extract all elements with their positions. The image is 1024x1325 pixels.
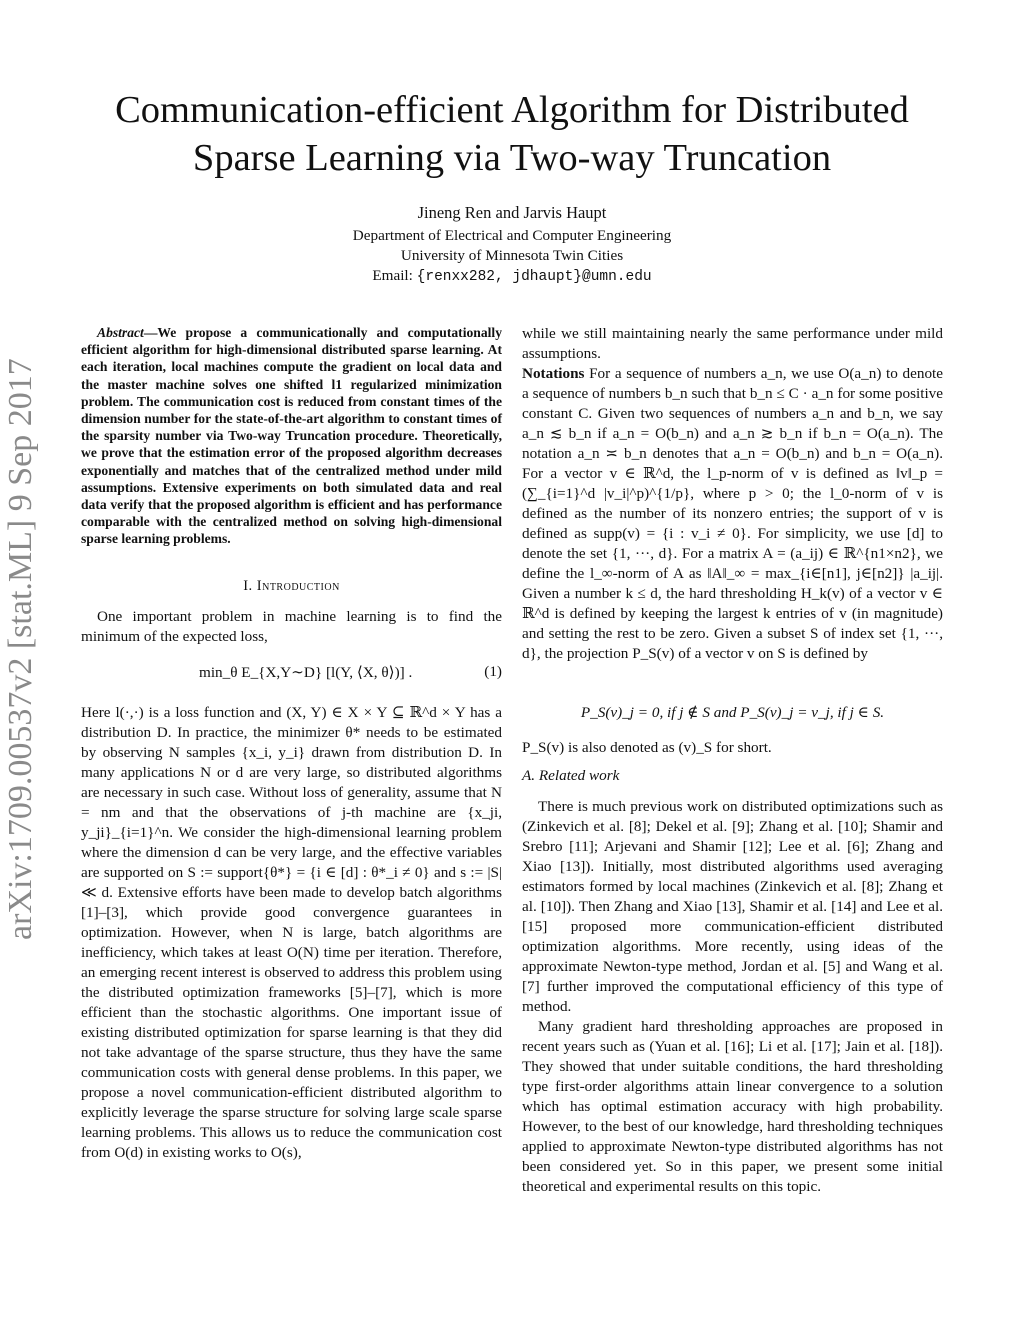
abstract bbox=[81, 324, 502, 548]
authors: Jineng Ren and Jarvis Haupt bbox=[417, 203, 607, 222]
notations-lead: Notations bbox=[522, 365, 585, 382]
intro-p1-text: One important problem in machine learning is to find the minimum of the expected loss, bbox=[81, 608, 502, 645]
affiliation-university: University of Minnesota Twin Cities bbox=[400, 247, 624, 264]
abstract-lead: Abstract bbox=[97, 325, 144, 340]
projection-note: P_S(v) is also denoted as (v)_S for short. bbox=[522, 739, 772, 756]
section-heading-introduction: I. Introduction bbox=[243, 578, 340, 594]
related-paragraph-1: There is much previous work on distributed optimizations such as (Zinkevich et al. [8]; Dekel et al. [9]; Zhang et al. [10]; Shamir and Srebro [11]; Arjevani and Shamir [12]; Lee et al. [6]; Zhang and Xiao [13]). Initially, most distributed algorithms used averaging estimators formed by local machines (Zinkevich et al. [8]; Zhang et al. [10]). Then Zhang and Xiao [13], Shamir et al. [14] and Lee et al. [15] proposed more communication-efficient distributed optimization algorithms. More recently, using ideas of the approximate Newton-type method, Jordan et al. [5] and Wang et al. [7] further improved the computational efficiency of this type of method. bbox=[522, 798, 943, 1015]
subsection-heading-related-work: A. Related work bbox=[522, 767, 620, 784]
affiliation-department: Department of Electrical and Computer Engineering bbox=[352, 227, 672, 244]
notations-paragraph bbox=[522, 364, 943, 664]
intro-continuation: while we still maintaining nearly the same performance under mild assumptions. bbox=[522, 325, 943, 362]
intro-p2-text: Here l(·,·) is a loss function and (X, Y) ∈ X × Y ⊆ ℝ^d × Y has a distribution D. In practice, the minimizer θ* needs to be estimated by observing N samples {x_i, y_i} drawn from distribution D. In many applications N or d are very large, so distributed algorithms are necessary in such case. Without loss of generality, assume that N = nm and that the observations of j-th machine are {x_ji, y_ji}_{i=1}^n. We consider the high-dimensional learning problem where the dimension d can be very large, and the effective variables are supported on S := support{θ*} = {i ∈ [d] : θ*_i ≠ 0} and s := |S| ≪ d. Extensive efforts have been made to develop batch algorithms [1]–[3], which provide good convergence guarantees in optimization. However, when N is large, batch algorithms are inefficiency, which takes at least O(N) time per iteration. Therefore, an emerging recent interest is observed to address this problem using the distributed optimization frameworks [5]–[7], which is more efficient than the stochastic algorithms. One important issue of existing distributed optimization for sparse learning is that they did not take advantage of the sparse structure, thus they have the same communication costs with general dense problems. In this paper, we propose a novel communication-efficient distributed algorithm to explicitly leverage the sparse structure for solving large scale sparse learning problems. This allows us to reduce the communication cost from O(d) in existing works to O(s), bbox=[81, 704, 502, 1161]
projection-equation: P_S(v)_j = 0, if j ∉ S and P_S(v)_j = v_j, if j ∈ S. bbox=[580, 704, 885, 721]
title-line-2: Sparse Learning via Two-way Truncation bbox=[192, 137, 832, 179]
email-label: Email: bbox=[372, 267, 417, 284]
related-work bbox=[522, 797, 943, 1197]
title-line-1: Communication-efficient Algorithm for Distributed bbox=[115, 89, 909, 131]
intro-paragraph-2 bbox=[81, 703, 502, 1163]
equation-1-number: (1) bbox=[484, 663, 502, 680]
email-address: {renxx282, jdhaupt}@umn.edu bbox=[416, 269, 652, 285]
equation-1-body: min_θ E_{X,Y∼D} [l(Y, ⟨X, θ⟩)] . bbox=[199, 664, 413, 681]
arxiv-identifier: arXiv:1709.00537v2 [stat.ML] 9 Sep 2017 bbox=[2, 358, 39, 940]
intro-paragraph-1 bbox=[81, 607, 502, 647]
right-column-top bbox=[522, 324, 943, 664]
related-paragraph-2: Many gradient hard thresholding approaches are proposed in recent years such as (Yuan et al. [16]; Li et al. [17]; Jain et al. [18]). They showed that under suitable conditions, the hard thresholding type first-order algorithms attain linear convergence to a solution which has optimal estimation accuracy with high probability. However, to the best of our knowledge, hard thresholding techniques applied to approximate Newton-type distributed algorithms has not been considered yet. So in this paper, we present some initial theoretical and experimental results on this topic. bbox=[522, 1018, 943, 1195]
equation-1 bbox=[81, 663, 502, 691]
email-line bbox=[0, 266, 1024, 287]
abstract-text: —We propose a communicationally and computationally efficient algorithm for high-dimensional distributed sparse learning. At each iteration, local machines compute the gradient on local data and the master machine solves one shifted l1 regularized minimization problem. The communication cost is reduced from constant times of the dimension number for the state-of-the-art algorithm to constant times of the sparsity number via Two-way Truncation procedure. Theoretically, we prove that the estimation error of the proposed algorithm decreases exponentially and matches that of the centralized method under mild assumptions. Extensive experiments on both simulated data and real data verify that the proposed algorithm is efficient and has performance comparable with the centralized method on solving high-dimensional sparse learning problems. bbox=[81, 325, 502, 547]
notations-text: For a sequence of numbers a_n, we use O(a_n) to denote a sequence of numbers b_n such that b_n ≤ C · a_n for some positive constant C. Given two sequences of numbers a_n and b_n, we say a_n ≲ b_n if a_n = O(b_n) and a_n ≳ b_n if b_n = O(a_n). The notation a_n ≍ b_n denotes that a_n = O(b_n) and b_n = O(a_n). For a vector v ∈ ℝ^d, the l_p-norm of v is defined as ‖v‖_p = (∑_{i=1}^d |v_i|^p)^{1/p}, where p > 0; the l_0-norm of v is defined as the number of its nonzero entries; the support of v is defined as supp(v) = {i : v_i ≠ 0}. For simplicity, we use [d] to denote the set {1, ···, d}. For a matrix A = (a_ij) ∈ ℝ^{n1×n2}, we define the l_∞-norm of A as ‖A‖_∞ = max_{i∈[n1], j∈[n2]} |a_ij|. Given a number k ≤ d, the hard thresholding H_k(v) of a vector v ∈ ℝ^d is defined by keeping the largest k entries of v (in magnitude) and setting the rest to be zero. Given a subset S of index set {1, ···, d}, the projection P_S(v) of a vector v on S is defined by bbox=[522, 365, 943, 662]
paper-title bbox=[0, 86, 1024, 182]
